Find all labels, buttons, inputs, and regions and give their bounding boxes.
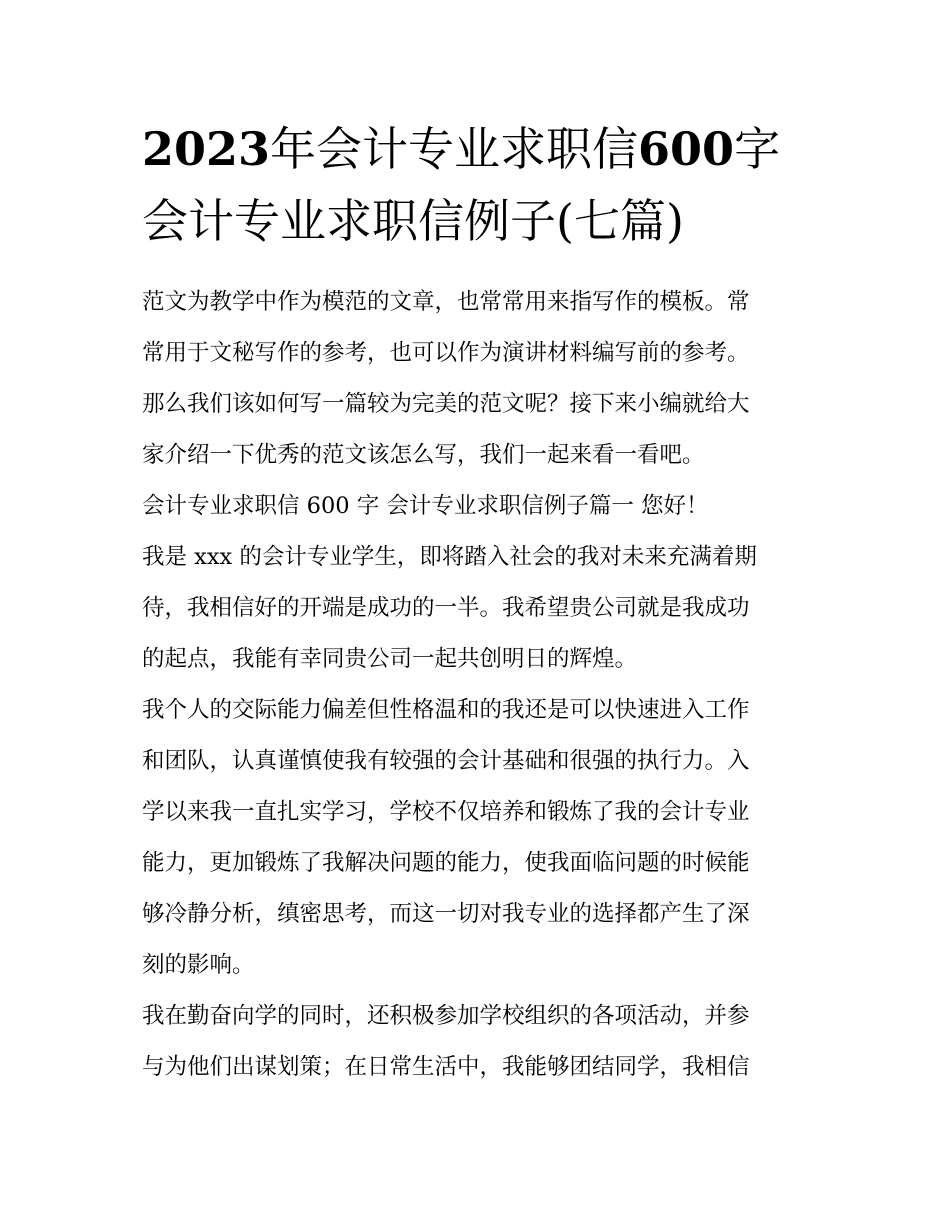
paragraph-intro [142,277,822,481]
text-line: 学以来我一直扎实学习，学校不仅培养和锻炼了我的会计专业 [142,799,750,825]
document-body [142,277,822,1093]
text-line: 我是 xxx 的会计专业学生，即将踏入社会的我对未来充满着期 [142,544,757,570]
paragraph-activities [142,991,822,1093]
text-line: 我个人的交际能力偏差但性格温和的我还是可以快速进入工作 [142,697,750,723]
text-line: 常用于文秘写作的参考，也可以作为演讲材料编写前的参考。 [142,340,750,366]
paragraph-introduction [142,532,822,685]
title-line-1 [142,113,822,185]
title-line-2: 会计专业求职信例子(七篇) [142,194,684,248]
paragraph-section-heading [142,481,822,532]
text-line: 家介绍一下优秀的范文该怎么写，我们一起来看一看吧。 [142,442,705,468]
text-line: 和团队，认真谨慎使我有较强的会计基础和很强的执行力。入 [142,748,750,774]
title-year: 2023 [142,122,271,176]
title-text-a: 年会计专业求职信 [270,122,639,176]
text-line: 与为他们出谋划策；在日常生活中，我能够团结同学，我相信 [142,1054,750,1080]
text-line: 那么我们该如何写一篇较为完美的范文呢？接下来小编就给大 [142,391,750,417]
text-line: 的起点，我能有幸同贵公司一起共创明日的辉煌。 [142,646,638,672]
text-line: 范文为教学中作为模范的文章，也常常用来指写作的模板。常 [142,289,750,315]
text-line: 够冷静分析，缜密思考，而这一切对我专业的选择都产生了深 [142,901,750,927]
text-line: 能力，更加锻炼了我解决问题的能力，使我面临问题的时候能 [142,850,750,876]
title-text-b: 字 [734,122,781,176]
text-line: 会计专业求职信 600 字 会计专业求职信例子篇一 您好！ [142,493,709,519]
document-title [142,113,822,257]
title-number: 600 [638,122,735,176]
paragraph-abilities [142,685,822,991]
text-line: 待，我相信好的开端是成功的一半。我希望贵公司就是我成功 [142,595,750,621]
text-line: 刻的影响。 [142,952,255,978]
text-line: 我在勤奋向学的同时，还积极参加学校组织的各项活动，并参 [142,1003,750,1029]
